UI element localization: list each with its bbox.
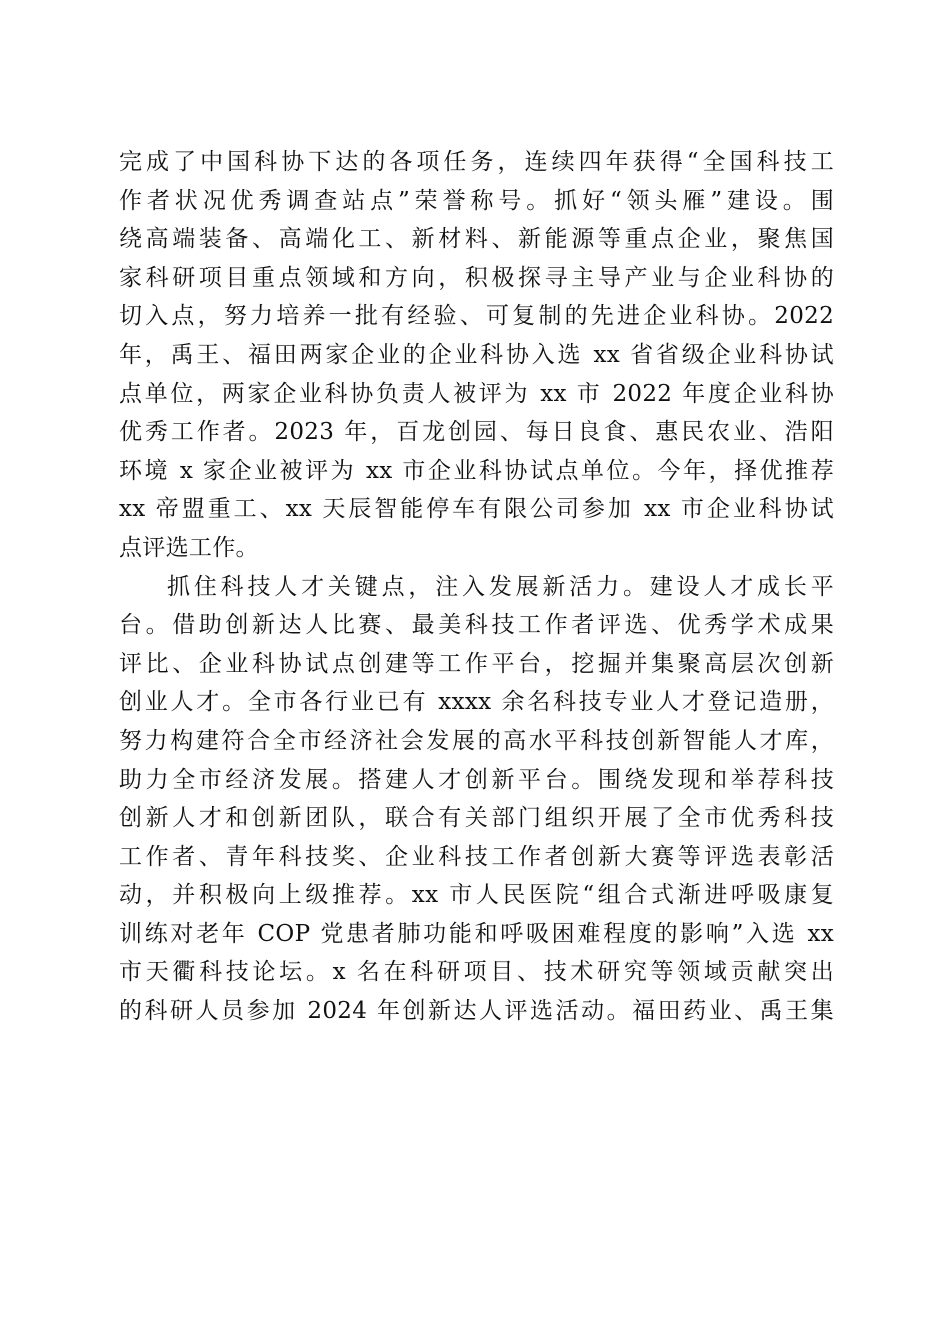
text-line: 的科研人员参加 2024 年创新达人评选活动。福田药业、禹王集 [119, 998, 834, 1025]
text-line: 创业人才。全市各行业已有 xxxx 余名科技专业人才登记造册， [119, 689, 834, 716]
text-line: 完成了中国科协下达的各项任务，连续四年获得“全国科技工 [119, 149, 834, 175]
text-line: 家科研项目重点领域和方向，积极探寻主导产业与企业科协的 [119, 264, 834, 291]
text-line: 点评选工作。 [119, 534, 259, 561]
text-line: 切入点，努力培养一批有经验、可复制的先进企业科协。2022 [119, 303, 834, 330]
paragraph-1 [119, 143, 834, 568]
body-text [119, 143, 834, 1031]
text-line: 市天衢科技论坛。x 名在科研项目、技术研究等领域贡献突出 [119, 959, 834, 986]
text-line: 作者状况优秀调查站点”荣誉称号。抓好“领头雁”建设。围 [119, 187, 834, 214]
paragraph-2 [119, 568, 834, 1031]
text-line: 训练对老年 COP 党患者肺功能和呼吸困难程度的影响”入选 xx [119, 920, 834, 947]
text-line: 台。借助创新达人比赛、最美科技工作者评选、优秀学术成果 [119, 612, 834, 639]
text-line: 评比、企业科协试点创建等工作平台，挖掘并集聚高层次创新 [119, 650, 834, 677]
text-line: 绕高端装备、高端化工、新材料、新能源等重点企业，聚焦国 [119, 226, 834, 253]
text-line: 点单位，两家企业科协负责人被评为 xx 市 2022 年度企业科协 [119, 380, 834, 407]
text-line: 年，禹王、福田两家企业的企业科协入选 xx 省省级企业科协试 [119, 341, 834, 368]
text-line: 抓住科技人才关键点，注入发展新活力。建设人才成长平 [167, 573, 834, 600]
text-line: 助力全市经济发展。搭建人才创新平台。围绕发现和举荐科技 [119, 766, 834, 793]
text-line: xx 帝盟重工、xx 天辰智能停车有限公司参加 xx 市企业科协试 [119, 496, 834, 523]
text-line: 创新人才和创新团队，联合有关部门组织开展了全市优秀科技 [119, 805, 834, 832]
text-line: 工作者、青年科技奖、企业科技工作者创新大赛等评选表彰活 [119, 843, 834, 870]
text-line: 动，并积极向上级推荐。xx 市人民医院“组合式渐进呼吸康复 [119, 882, 834, 909]
text-line: 努力构建符合全市经济社会发展的高水平科技创新智能人才库， [119, 727, 834, 754]
text-line: 环境 x 家企业被评为 xx 市企业科协试点单位。今年，择优推荐 [119, 457, 834, 484]
text-line: 优秀工作者。2023 年，百龙创园、每日良食、惠民农业、浩阳 [119, 419, 834, 446]
